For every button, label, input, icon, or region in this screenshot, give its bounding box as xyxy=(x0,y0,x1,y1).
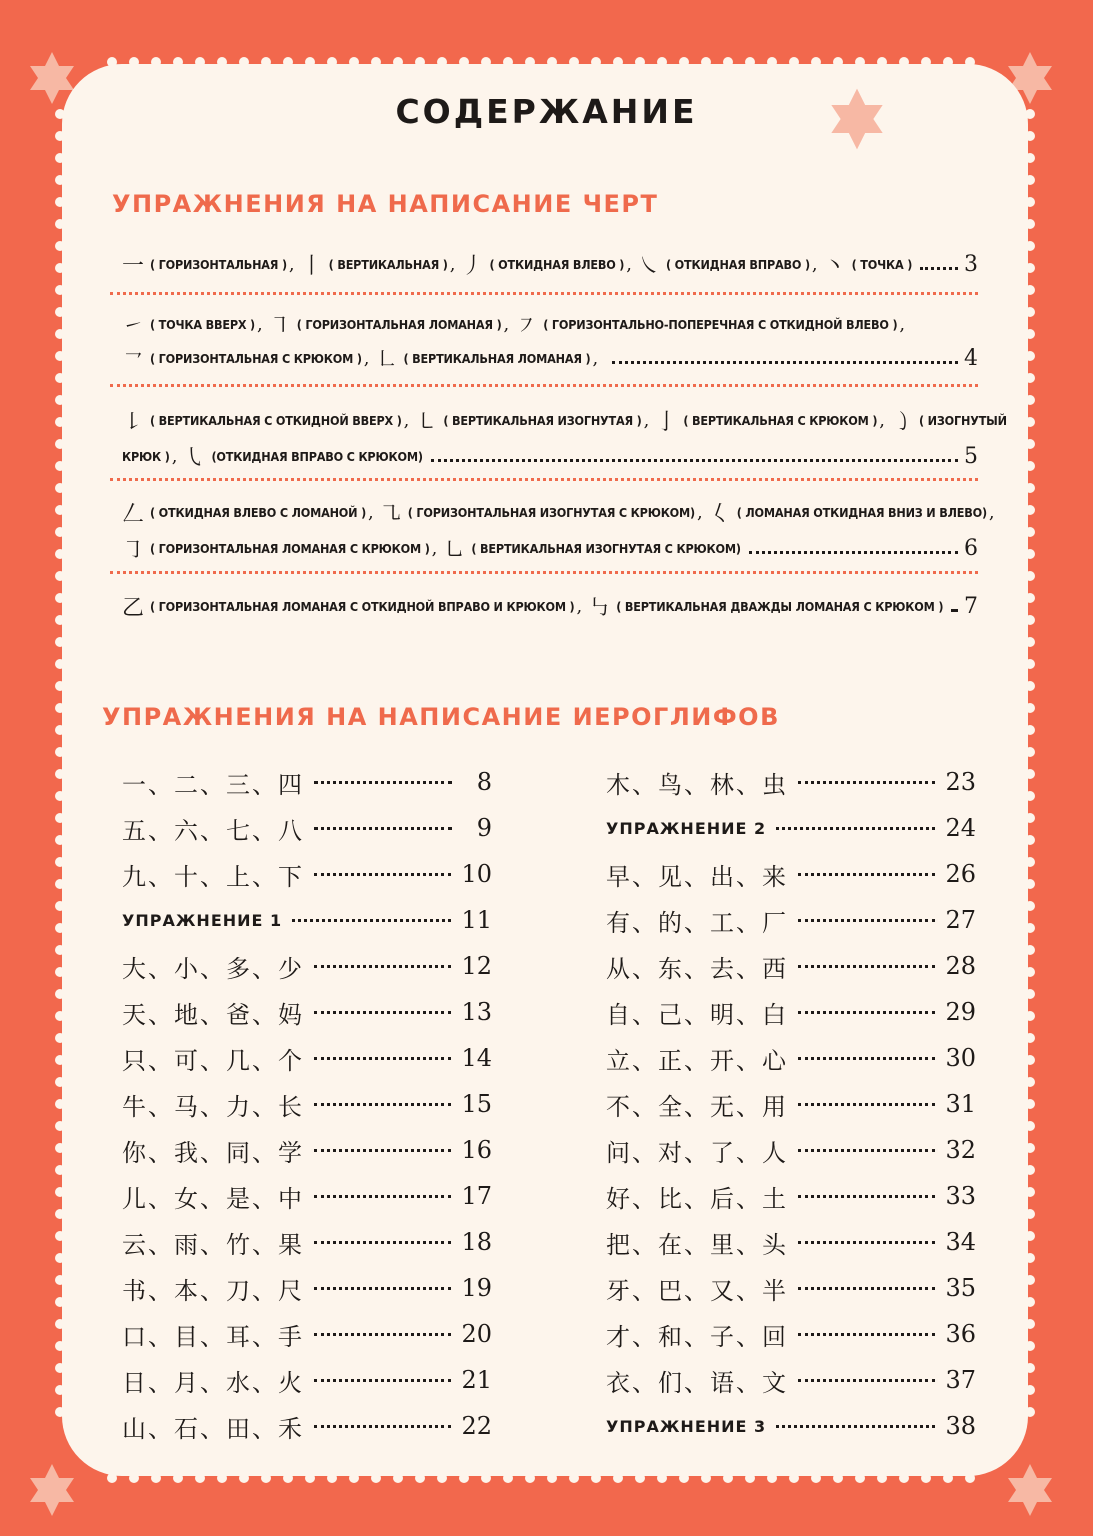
page-number: 12 xyxy=(461,952,492,980)
stroke-label: ( ТОЧКА ВВЕРХ ) xyxy=(150,316,255,332)
page-number: 29 xyxy=(945,998,976,1026)
dot-leader xyxy=(314,1149,451,1152)
dot-leader xyxy=(798,1057,935,1060)
page-title: СОДЕРЖАНИЕ xyxy=(395,92,698,131)
dot-leader xyxy=(314,1287,451,1290)
stroke-label: (ОТКИДНАЯ ВПРАВО С КРЮКОМ) xyxy=(211,448,423,464)
characters-label: 不、全、无、用 xyxy=(606,1092,788,1121)
toc-entry[interactable] xyxy=(606,1268,976,1308)
toc-entry[interactable] xyxy=(606,1084,976,1124)
stroke-label: ( ЛОМАНАЯ ОТКИДНАЯ ВНИЗ И ВЛЕВО) xyxy=(736,504,987,520)
dot-leader xyxy=(314,1379,451,1382)
page-number: 9 xyxy=(476,814,492,842)
strokes-section-title: УПРАЖНЕНИЯ НА НАПИСАНИЕ ЧЕРТ xyxy=(112,190,659,218)
stroke-label: ( ВЕРТИКАЛЬНАЯ С КРЮКОМ ) xyxy=(683,412,878,428)
stroke-glyph-icon: ㇖ xyxy=(122,347,145,373)
stroke-line xyxy=(122,344,978,372)
toc-entry[interactable] xyxy=(606,900,976,940)
dot-leader xyxy=(431,459,958,462)
comma-separator: , xyxy=(899,313,906,335)
stroke-glyph-icon: ㇀ xyxy=(122,313,145,339)
toc-entry[interactable] xyxy=(606,808,976,848)
stroke-glyph-icon: ㇗ xyxy=(375,347,398,373)
toc-entry[interactable] xyxy=(122,1314,492,1354)
dot-leader xyxy=(314,1057,451,1060)
stroke-glyph-icon: 亅 xyxy=(655,409,678,435)
page-number: 20 xyxy=(461,1320,492,1348)
stroke-line xyxy=(122,534,978,562)
toc-entry[interactable] xyxy=(122,1268,492,1308)
stroke-label: ( ВЕРТИКАЛЬНАЯ ) xyxy=(328,256,448,272)
comma-separator: , xyxy=(431,537,438,559)
comma-separator: , xyxy=(363,347,370,369)
dot-leader xyxy=(314,827,452,830)
divider xyxy=(110,571,978,574)
stroke-label: ( ОТКИДНАЯ ВЛЕВО С ЛОМАНОЙ ) xyxy=(150,504,367,520)
stroke-label: ( ГОРИЗОНТАЛЬНО-ПОПЕРЕЧНАЯ С ОТКИДНОЙ ВЛЕВО ) xyxy=(543,316,898,332)
characters-label: 牙、巴、又、半 xyxy=(606,1276,788,1305)
toc-entry[interactable] xyxy=(122,1222,492,1262)
toc-entry[interactable] xyxy=(122,900,492,940)
stroke-label: КРЮК ) xyxy=(122,448,170,464)
toc-entry[interactable] xyxy=(606,1176,976,1216)
stroke-label: ( ИЗОГНУТЫЙ xyxy=(919,412,1007,428)
page-number[interactable]: 3 xyxy=(964,251,978,277)
dot-leader xyxy=(314,1241,451,1244)
dot-leader xyxy=(314,1425,451,1428)
page-number: 14 xyxy=(461,1044,492,1072)
page-number: 34 xyxy=(945,1228,976,1256)
characters-label: 日、月、水、火 xyxy=(122,1368,304,1397)
dot-leader xyxy=(798,1379,935,1382)
characters-label: 立、正、开、心 xyxy=(606,1046,788,1075)
page-number: 21 xyxy=(461,1366,492,1394)
comma-separator: , xyxy=(988,501,995,523)
stroke-label: ( ОТКИДНАЯ ВПРАВО ) xyxy=(666,256,810,272)
toc-entry[interactable] xyxy=(122,1360,492,1400)
toc-entry[interactable] xyxy=(606,762,976,802)
characters-label: 把、在、里、头 xyxy=(606,1230,788,1259)
stroke-glyph-icon: 乙 xyxy=(122,595,145,621)
dot-leader xyxy=(798,1103,935,1106)
comma-separator: , xyxy=(643,409,650,431)
characters-label: 你、我、同、学 xyxy=(122,1138,304,1167)
stroke-glyph-icon: ㇈ xyxy=(379,501,402,527)
page-number: 13 xyxy=(461,998,492,1026)
comma-separator: , xyxy=(449,253,456,275)
toc-entry[interactable] xyxy=(122,1176,492,1216)
toc-entry[interactable] xyxy=(606,1222,976,1262)
stroke-glyph-icon: 一 xyxy=(122,253,145,279)
toc-entry[interactable] xyxy=(606,854,976,894)
toc-entry[interactable] xyxy=(606,1360,976,1400)
toc-entry[interactable] xyxy=(122,1130,492,1170)
page-number: 18 xyxy=(461,1228,492,1256)
comma-separator: , xyxy=(696,501,703,523)
page-number: 37 xyxy=(945,1366,976,1394)
stroke-glyph-icon: ㇉ xyxy=(588,595,611,621)
stroke-glyph-icon: ㇕ xyxy=(268,313,291,339)
comma-separator: , xyxy=(171,445,178,467)
characters-label: 有、的、工、厂 xyxy=(606,908,788,937)
page-number: 23 xyxy=(945,768,976,796)
page-number: 27 xyxy=(945,906,976,934)
page-number: 8 xyxy=(476,768,492,796)
comma-separator: , xyxy=(576,595,583,617)
stroke-label: ( ОТКИДНАЯ ВЛЕВО ) xyxy=(489,256,625,272)
page-number: 28 xyxy=(945,952,976,980)
characters-label: 山、石、田、禾 xyxy=(122,1414,304,1443)
dot-leader xyxy=(798,919,935,922)
stroke-label: ( ГОРИЗОНТАЛЬНАЯ ЛОМАНАЯ ) xyxy=(296,316,502,332)
characters-label: 好、比、后、土 xyxy=(606,1184,788,1213)
stroke-label: ( ГОРИЗОНТАЛЬНАЯ ) xyxy=(150,256,287,272)
divider xyxy=(110,478,978,481)
comma-separator: , xyxy=(626,253,632,275)
dot-leader xyxy=(951,609,958,612)
toc-entry[interactable] xyxy=(122,1038,492,1078)
page-number: 31 xyxy=(945,1090,976,1118)
page-number: 33 xyxy=(945,1182,976,1210)
divider xyxy=(110,384,978,387)
toc-entry[interactable] xyxy=(122,1084,492,1124)
page-number: 26 xyxy=(945,860,976,888)
characters-label: 衣、们、语、文 xyxy=(606,1368,788,1397)
toc-entry[interactable] xyxy=(122,946,492,986)
page-number: 22 xyxy=(461,1412,492,1440)
stroke-label: ( ГОРИЗОНТАЛЬНАЯ ЛОМАНАЯ С ОТКИДНОЙ ВПРАВО И КРЮКОМ ) xyxy=(150,598,575,614)
stroke-label: ( ГОРИЗОНТАЛЬНАЯ С КРЮКОМ ) xyxy=(150,350,362,366)
toc-entry[interactable] xyxy=(122,992,492,1032)
characters-label: 自、己、明、白 xyxy=(606,1000,788,1029)
dot-leader xyxy=(798,1333,935,1336)
page-number: 17 xyxy=(461,1182,492,1210)
page-number[interactable]: 5 xyxy=(964,443,978,469)
stroke-glyph-icon: 𠃋 xyxy=(122,501,145,527)
comma-separator: , xyxy=(503,313,510,335)
dot-leader xyxy=(314,1333,451,1336)
page-number: 16 xyxy=(461,1136,492,1164)
dot-leader xyxy=(798,1287,935,1290)
page-number[interactable]: 6 xyxy=(964,535,978,561)
page-number: 10 xyxy=(461,860,492,888)
stroke-line xyxy=(122,498,995,527)
dot-leader xyxy=(920,267,958,270)
dot-leader xyxy=(314,873,451,876)
characters-label: 云、雨、竹、果 xyxy=(122,1230,304,1259)
characters-label: 九、十、上、下 xyxy=(122,862,304,891)
dot-leader xyxy=(776,827,935,830)
toc-entry[interactable] xyxy=(606,1130,976,1170)
stroke-glyph-icon: ㇂ xyxy=(183,445,206,471)
page-number: 11 xyxy=(461,906,492,934)
dot-leader xyxy=(314,781,452,784)
stroke-glyph-icon: ㇟ xyxy=(443,537,466,563)
characters-label: 口、目、耳、手 xyxy=(122,1322,304,1351)
characters-label: 从、东、去、西 xyxy=(606,954,788,983)
characters-label: 书、本、刀、尺 xyxy=(122,1276,304,1305)
stroke-glyph-icon: ㇏ xyxy=(637,253,660,279)
toc-entry[interactable] xyxy=(606,946,976,986)
stroke-glyph-icon: ㇁ xyxy=(891,409,914,435)
dot-leader xyxy=(314,1011,451,1014)
stroke-glyph-icon: 丿 xyxy=(461,253,484,279)
toc-entry[interactable] xyxy=(122,1406,492,1446)
star-decoration-bottom-right xyxy=(1000,1460,1060,1520)
dot-leader xyxy=(798,873,935,876)
characters-label: 问、对、了、人 xyxy=(606,1138,788,1167)
stroke-glyph-icon: 𡿨 xyxy=(708,501,731,527)
page-number: 32 xyxy=(945,1136,976,1164)
comma-separator: , xyxy=(811,253,818,275)
stroke-label: ( ВЕРТИКАЛЬНАЯ С ОТКИДНОЙ ВВЕРХ ) xyxy=(150,412,402,428)
stroke-glyph-icon: ㇇ xyxy=(515,313,538,339)
stroke-line xyxy=(122,250,978,278)
page-number: 19 xyxy=(461,1274,492,1302)
dot-leader xyxy=(798,1195,935,1198)
stroke-label: ( ВЕРТИКАЛЬНАЯ ИЗОГНУТАЯ ) xyxy=(443,412,642,428)
stroke-glyph-icon: ㇆ xyxy=(122,537,145,563)
stroke-label: ( ВЕРТИКАЛЬНАЯ ДВАЖДЫ ЛОМАНАЯ С КРЮКОМ ) xyxy=(616,598,944,614)
stroke-label: ( ВЕРТИКАЛЬНАЯ ЛОМАНАЯ ) xyxy=(403,350,591,366)
stroke-line xyxy=(122,406,1007,435)
toc-entry[interactable] xyxy=(122,854,492,894)
stroke-glyph-icon: ㇙ xyxy=(122,409,145,435)
stroke-glyph-icon: 丨 xyxy=(300,253,323,279)
characters-label: 才、和、子、回 xyxy=(606,1322,788,1351)
star-decoration-bottom-left xyxy=(22,1460,82,1520)
stroke-label: ( ГОРИЗОНТАЛЬНАЯ ИЗОГНУТАЯ С КРЮКОМ) xyxy=(407,504,695,520)
comma-separator: , xyxy=(592,347,599,369)
exercise-label: УПРАЖНЕНИЕ 3 xyxy=(606,1416,767,1436)
dot-leader xyxy=(798,1241,935,1244)
page-number: 36 xyxy=(945,1320,976,1348)
dot-leader xyxy=(798,1149,935,1152)
toc-entry[interactable] xyxy=(122,762,492,802)
comma-separator: , xyxy=(879,409,886,431)
characters-label: 儿、女、是、中 xyxy=(122,1184,304,1213)
dot-leader xyxy=(798,1011,935,1014)
toc-entry[interactable] xyxy=(122,808,492,848)
characters-label: 牛、马、力、长 xyxy=(122,1092,304,1121)
exercise-label: УПРАЖНЕНИЕ 2 xyxy=(606,818,767,838)
dot-leader xyxy=(798,781,935,784)
comma-separator: , xyxy=(368,501,374,523)
stroke-label: ( ТОЧКА ) xyxy=(851,256,913,272)
divider xyxy=(110,292,978,295)
toc-entry[interactable] xyxy=(606,992,976,1032)
page-number[interactable]: 7 xyxy=(964,593,978,619)
toc-entry[interactable] xyxy=(606,1314,976,1354)
dot-leader xyxy=(314,1195,451,1198)
dot-leader xyxy=(314,965,451,968)
dot-leader xyxy=(798,965,935,968)
comma-separator: , xyxy=(288,253,295,275)
stroke-label: ( ВЕРТИКАЛЬНАЯ ИЗОГНУТАЯ С КРЮКОМ) xyxy=(471,540,741,556)
dot-leader xyxy=(292,919,451,922)
page-number: 30 xyxy=(945,1044,976,1072)
page-number: 15 xyxy=(461,1090,492,1118)
stroke-label: ( ГОРИЗОНТАЛЬНАЯ ЛОМАНАЯ С КРЮКОМ ) xyxy=(150,540,430,556)
stroke-line xyxy=(122,310,978,338)
stroke-glyph-icon: 丶 xyxy=(823,253,846,279)
characters-label: 大、小、多、少 xyxy=(122,954,304,983)
characters-section-title: УПРАЖНЕНИЯ НА НАПИСАНИЕ ИЕРОГЛИФОВ xyxy=(102,703,780,731)
characters-label: 木、鸟、林、虫 xyxy=(606,770,788,799)
characters-label: 早、见、出、来 xyxy=(606,862,788,891)
dot-leader xyxy=(314,1103,451,1106)
characters-label: 只、可、几、个 xyxy=(122,1046,304,1075)
page-number: 35 xyxy=(945,1274,976,1302)
characters-label: 一、二、三、四 xyxy=(122,770,304,799)
stroke-glyph-icon: ㇄ xyxy=(415,409,438,435)
dot-leader xyxy=(776,1425,935,1428)
toc-entry[interactable] xyxy=(606,1038,976,1078)
page-number: 24 xyxy=(945,814,976,842)
exercise-label: УПРАЖНЕНИЕ 1 xyxy=(122,910,283,930)
page-number: 38 xyxy=(945,1412,976,1440)
stroke-line xyxy=(122,442,978,470)
comma-separator: , xyxy=(403,409,410,431)
comma-separator: , xyxy=(256,313,263,335)
characters-label: 天、地、爸、妈 xyxy=(122,1000,304,1029)
dot-leader xyxy=(612,361,958,364)
stroke-line xyxy=(122,592,978,620)
toc-entry[interactable] xyxy=(606,1406,976,1446)
page-number[interactable]: 4 xyxy=(964,345,978,371)
characters-label: 五、六、七、八 xyxy=(122,816,304,845)
dot-leader xyxy=(749,551,958,554)
